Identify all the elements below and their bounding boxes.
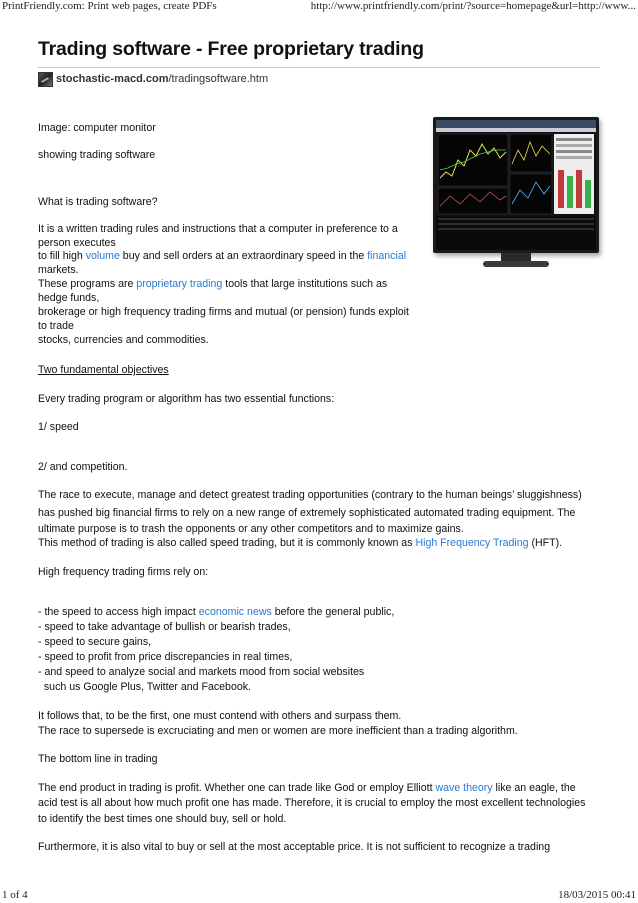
paragraph-line: The race to execute, manage and detect greatest trading opportunities (contrary to the human beings’ sluggishness): [38, 489, 582, 501]
paragraph-line: Furthermore, it is also vital to buy or sell at the most acceptable price. It is not sufficient to recognize a trading: [38, 841, 551, 853]
paragraph-line: Every trading program or algorithm has two essential functions:: [38, 393, 335, 405]
paragraph-line: High frequency trading firms rely on:: [38, 566, 209, 578]
link-volume[interactable]: volume: [85, 250, 120, 262]
print-footer: [0, 889, 638, 903]
source-line: [38, 72, 268, 86]
paragraph-line: to trade: [38, 320, 74, 332]
paragraph-line: person executes: [38, 237, 116, 249]
computer-monitor-trading-chart-icon: [433, 117, 601, 267]
link-economic-news[interactable]: economic news: [198, 606, 272, 618]
list-item: such us Google Plus, Twitter and Facebook.: [38, 681, 251, 693]
list-item: - speed to take advantage of bullish or bearish trades,: [38, 621, 291, 633]
paragraph-line: stocks, currencies and commodities.: [38, 334, 209, 346]
list-item: - speed to profit from price discrepancies in real times,: [38, 651, 293, 663]
link-financial[interactable]: financial: [367, 250, 407, 262]
paragraph-line: has pushed big financial firms to rely on a new range of extremely sophisticated automated trading equipment. The: [38, 507, 576, 519]
list-item-speed: 1/ speed: [38, 421, 79, 433]
section-heading-objectives: Two fundamental objectives: [38, 364, 169, 376]
paragraph-line: The race to supersede is excruciating and men or women are more inefficient than a trading algorithm.: [38, 725, 518, 737]
image-caption-line-1: Image: computer monitor: [38, 122, 156, 134]
paragraph-line: This method of trading is also called speed trading, but it is commonly known as High Frequency Trading (HFT).: [38, 537, 563, 549]
source-domain[interactable]: stochastic-macd.com: [56, 73, 169, 85]
monitor-base: [483, 261, 549, 267]
paragraph-line: It follows that, to be the first, one must contend with others and surpass them.: [38, 710, 402, 722]
paragraph-line: These programs are proprietary trading tools that large institutions such as: [38, 278, 388, 290]
print-header-url: http://www.printfriendly.com/print/?source=homepage&url=http://www...: [310, 0, 636, 12]
list-item: - and speed to analyze social and markets mood from social websites: [38, 666, 365, 678]
link-proprietary-trading[interactable]: proprietary trading: [136, 278, 223, 290]
paragraph-line: brokerage or high frequency trading firms and mutual (or pension) funds exploit: [38, 306, 409, 318]
link-high-frequency-trading[interactable]: High Frequency Trading: [415, 537, 529, 549]
print-header-left: PrintFriendly.com: Print web pages, create PDFs: [2, 0, 217, 12]
list-item: - speed to secure gains,: [38, 636, 152, 648]
paragraph-line: The end product in trading is profit. Whether one can trade like God or employ Elliott wave theory like an eagle, the: [38, 782, 576, 794]
list-item: - the speed to access high impact economic news before the general public,: [38, 606, 395, 618]
image-caption-line-2: showing trading software: [38, 149, 156, 161]
print-timestamp: 18/03/2015 00:41: [558, 889, 636, 901]
paragraph-line: to identify the best times one should buy, sell or hold.: [38, 813, 287, 825]
monitor-screen: [433, 117, 599, 253]
chart-logo-icon: [38, 72, 53, 87]
paragraph-line: markets.: [38, 264, 79, 276]
paragraph-line: It is a written trading rules and instructions that a computer in preference to a: [38, 223, 398, 235]
section-heading-what-is: What is trading software?: [38, 196, 158, 208]
source-path: /tradingsoftware.htm: [168, 73, 269, 85]
paragraph-line: ultimate purpose is to trash the opponents or any other competitors and to maximize gains.: [38, 523, 464, 535]
list-item-competition: 2/ and competition.: [38, 461, 128, 473]
paragraph-line: acid test is all about how much profit one has made. Therefore, it is crucial to employ the most excellent technologies: [38, 797, 586, 809]
page-count: 1 of 4: [2, 889, 28, 901]
article-title: Trading software - Free proprietary trading: [38, 38, 424, 60]
title-divider: [38, 67, 600, 68]
paragraph-line: hedge funds,: [38, 292, 100, 304]
section-heading-bottom-line: The bottom line in trading: [38, 753, 158, 765]
link-wave-theory[interactable]: wave theory: [435, 782, 493, 794]
paragraph-line: to fill high volume buy and sell orders at an extraordinary speed in the financial: [38, 250, 407, 262]
print-header: [0, 0, 638, 14]
